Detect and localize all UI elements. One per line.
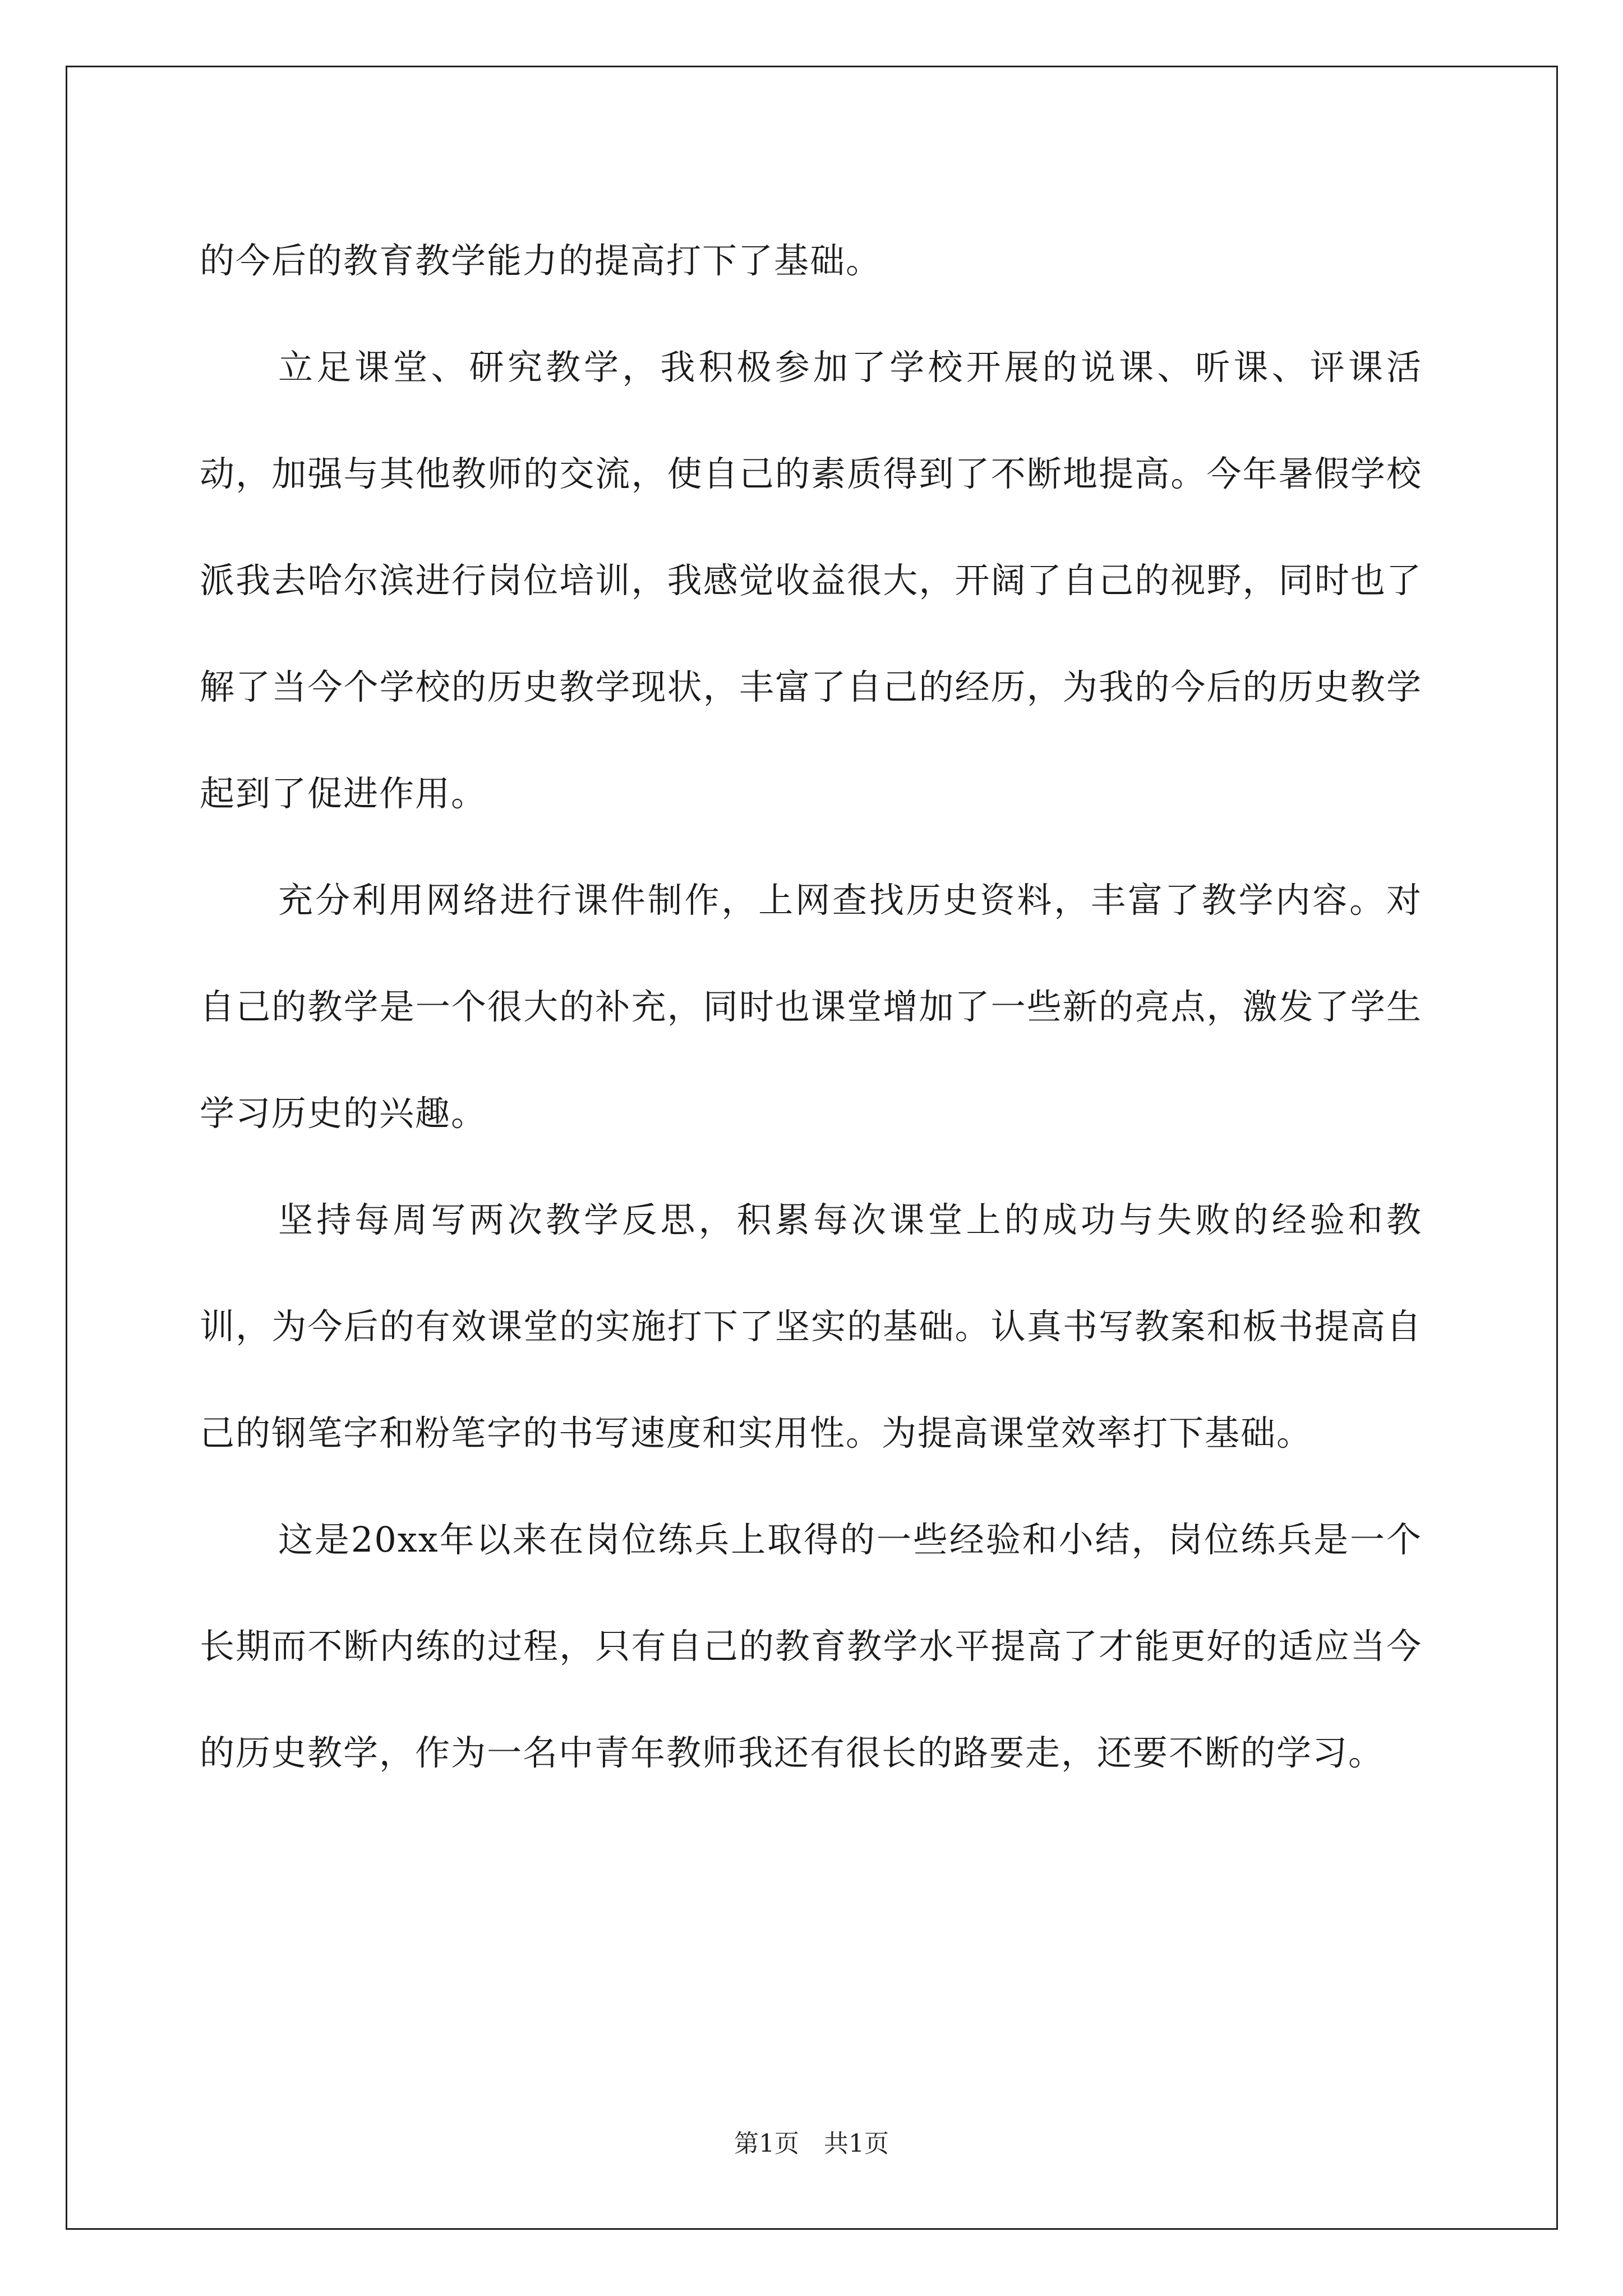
page-footer: 第1页 共1页 xyxy=(734,2129,889,2158)
document-body xyxy=(200,208,1422,1806)
paragraph-1: 的今后的教育教学能力的提高打下了基础。 xyxy=(200,240,882,281)
paragraph-2: 立足课堂、研究教学，我积极参加了学校开展的说课、听课、评课活动，加强与其他教师的交流，使自己的素质得到了不断地提高。今年暑假学校派我去哈尔滨进行岗位培训，我感觉收益很大，开阔了自己的视野，同时也了解了当今个学校的历史教学现状，丰富了自己的经历，为我的今后的历史教学起到了促进作用。 xyxy=(200,347,1422,814)
paragraph-5: 这是20xx年以来在岗位练兵上取得的一些经验和小结，岗位练兵是一个长期而不断内练的过程，只有自己的教育教学水平提高了才能更好的适应当今的历史教学，作为一名中青年教师我还有很长的路要走，还要不断的学习。 xyxy=(200,1519,1422,1773)
paragraph-4: 坚持每周写两次教学反思，积累每次课堂上的成功与失败的经验和教训，为今后的有效课堂的实施打下了坚实的基础。认真书写教案和板书提高自己的钢笔字和粉笔字的书写速度和实用性。为提高课堂效率打下基础。 xyxy=(200,1199,1422,1453)
paragraph-3: 充分利用网络进行课件制作，上网查找历史资料，丰富了教学内容。对自己的教学是一个很大的补充，同时也课堂增加了一些新的亮点，激发了学生学习历史的兴趣。 xyxy=(200,880,1422,1134)
